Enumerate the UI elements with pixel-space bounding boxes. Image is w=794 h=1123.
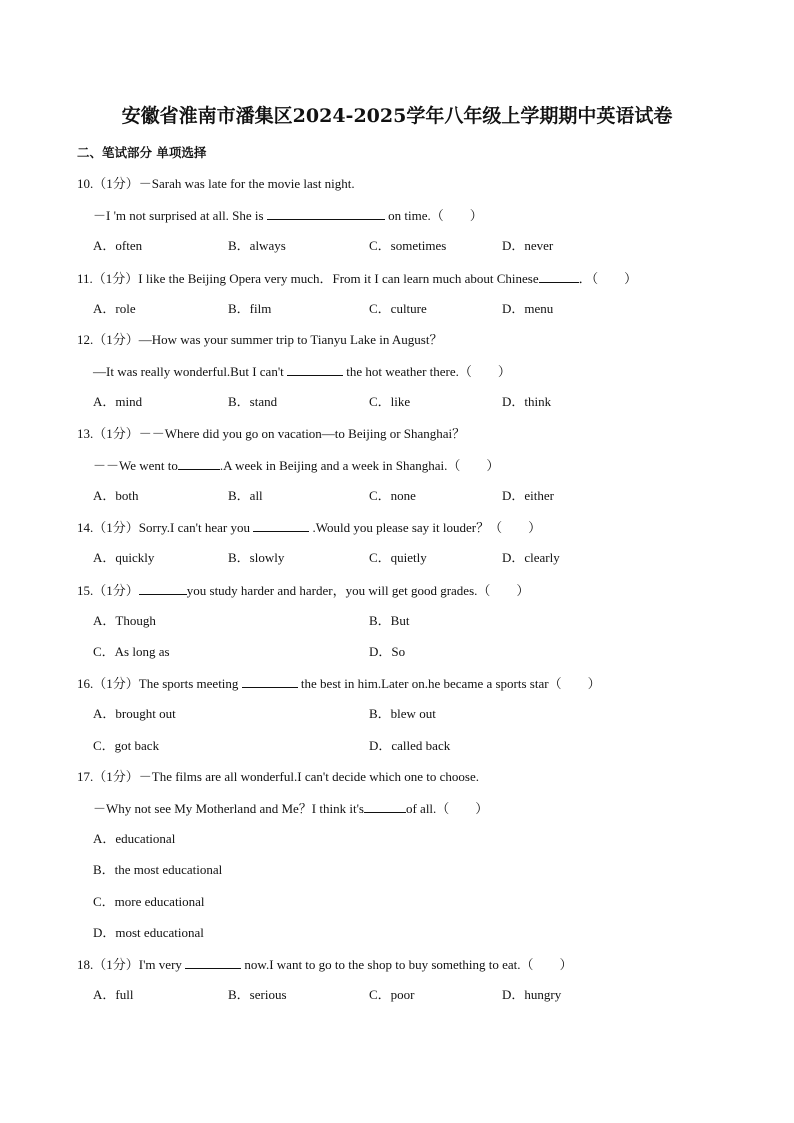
answer-blank (364, 799, 406, 813)
answer-blank (253, 518, 309, 532)
option-b[interactable]: B．stand (228, 394, 278, 409)
option-b[interactable]: B．serious (228, 987, 287, 1002)
option-c[interactable]: C．As long as (93, 644, 170, 659)
option-a[interactable]: A．both (93, 488, 139, 503)
option-b[interactable]: B．blew out (369, 706, 436, 721)
option-c[interactable]: C．poor (369, 987, 415, 1002)
option-c[interactable]: C．sometimes (369, 238, 447, 253)
answer-blank (539, 269, 579, 283)
question-stem: 12.（1分）—How was your summer trip to Tianyu Lake in August？ (77, 332, 443, 347)
question-stem: 14.（1分）Sorry.I can't hear you .Would you please say it louder？（ ） (77, 520, 542, 535)
option-d[interactable]: D．hungry (502, 987, 562, 1002)
option-d[interactable]: D．never (502, 238, 554, 253)
option-d[interactable]: D．So (369, 644, 406, 659)
option-b[interactable]: B．slowly (228, 550, 285, 565)
question-stem-line2: —It was really wonderful.But I can't the hot weather there.（ ） (93, 364, 511, 379)
option-c[interactable]: C．like (369, 394, 411, 409)
question-stem-line2: －I 'm not surprised at all. She is on time.（ ） (93, 208, 483, 223)
question-stem: 11.（1分）I like the Beijing Opera very much．From it I can learn much about Chinese ．（ ） (77, 271, 638, 286)
option-d[interactable]: D．most educational (93, 925, 204, 940)
question-stem: 15.（1分） you study harder and harder，you will get good grades.（ ） (77, 583, 530, 598)
option-c[interactable]: C．none (369, 488, 416, 503)
option-d[interactable]: D．menu (502, 301, 554, 316)
option-c[interactable]: C．got back (93, 738, 160, 753)
option-c[interactable]: C．more educational (93, 894, 205, 909)
answer-blank (185, 955, 241, 969)
option-b[interactable]: B．But (369, 613, 410, 628)
option-d[interactable]: D．think (502, 394, 552, 409)
option-b[interactable]: B．film (228, 301, 272, 316)
option-a[interactable]: A．Though (93, 613, 156, 628)
page-title: 安徽省淮南市潘集区2024-2025学年八年级上学期期中英语试卷 (121, 105, 673, 127)
question-stem: 17.（1分）－The films are all wonderful.I can't decide which one to choose. (77, 769, 479, 784)
question-stem-line2: －－We went to .A week in Beijing and a week in Shanghai.（ ） (93, 458, 500, 473)
option-d[interactable]: D．called back (369, 738, 451, 753)
section-heading: 二、笔试部分 单项选择 (77, 145, 207, 160)
option-d[interactable]: D．either (502, 488, 554, 503)
option-c[interactable]: C．quietly (369, 550, 427, 565)
option-b[interactable]: B．all (228, 488, 263, 503)
option-a[interactable]: A．often (93, 238, 143, 253)
option-a[interactable]: A．mind (93, 394, 143, 409)
option-c[interactable]: C．culture (369, 301, 427, 316)
answer-blank (242, 674, 298, 688)
answer-blank (178, 456, 220, 470)
option-b[interactable]: B．always (228, 238, 286, 253)
question-stem: 10.（1分）－Sarah was late for the movie last night. (77, 176, 355, 191)
answer-blank (139, 581, 187, 595)
question-stem: 13.（1分）－－Where did you go on vacation—to Beijing or Shanghai？ (77, 426, 466, 441)
option-a[interactable]: A．quickly (93, 550, 155, 565)
question-stem: 18.（1分）I'm very now.I want to go to the shop to buy something to eat.（ ） (77, 957, 573, 972)
option-a[interactable]: A．role (93, 301, 136, 316)
answer-blank (287, 362, 343, 376)
option-d[interactable]: D．clearly (502, 550, 560, 565)
option-b[interactable]: B．the most educational (93, 862, 223, 877)
question-stem: 16.（1分）The sports meeting the best in him.Later on.he became a sports star（ ） (77, 676, 601, 691)
option-a[interactable]: A．full (93, 987, 134, 1002)
question-stem-line2: －Why not see My Motherland and Me？I think it's of all.（ ） (93, 801, 489, 816)
option-a[interactable]: A．brought out (93, 706, 176, 721)
option-a[interactable]: A．educational (93, 831, 176, 846)
answer-blank (267, 206, 385, 220)
